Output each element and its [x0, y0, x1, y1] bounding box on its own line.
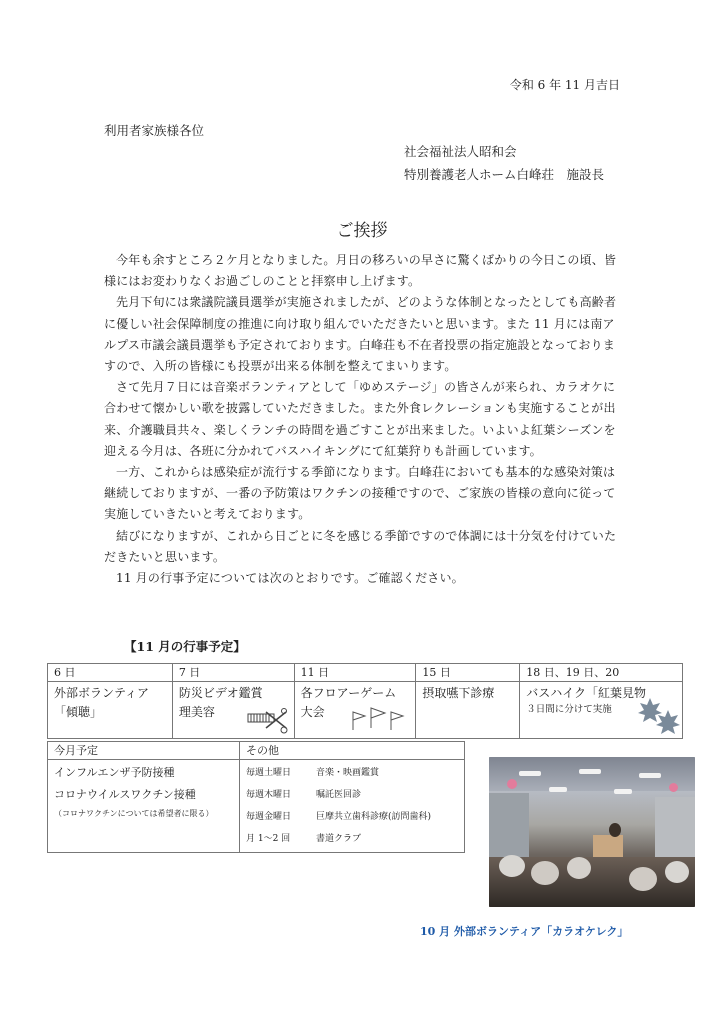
- event-cell: [172, 682, 294, 739]
- event-detail-row: [48, 682, 683, 739]
- paragraph: 一方、これからは感染症が流行する季節になります。白峰荘においても基本的な感染対策は継続しておりますが、一番の予防策はワクチンの接種ですので、ご家族の皆様の意向に従って実施していきたいと考えております。: [104, 465, 616, 522]
- other-activity: 巨摩共立歯科診療(訪問歯科): [316, 812, 432, 822]
- letter-date: 令和 6 年 11 月吉日: [509, 78, 620, 92]
- event-date: 6 日: [48, 664, 173, 682]
- sender-title: 特別養護老人ホーム白峰荘 施設長: [404, 167, 605, 182]
- monthly-note: （コロナワクチンについては希望者に限る）: [54, 809, 214, 818]
- monthly-cell: [48, 760, 240, 853]
- schedule-heading: 【11 月の行事予定】: [124, 639, 246, 654]
- event-schedule-table: [47, 663, 683, 739]
- event-date: 15 日: [416, 664, 520, 682]
- event-subtitle: 大会: [300, 705, 325, 719]
- monthly-item: コロナウイルスワクチン接種: [54, 788, 196, 801]
- event-note: ３日間に分けて実施: [526, 704, 612, 715]
- other-day: 毎週土曜日: [246, 768, 292, 778]
- pennant-flags-icon: [349, 706, 407, 732]
- karaoke-event-photo: [489, 757, 695, 907]
- other-activity: 音楽・映画鑑賞: [316, 768, 380, 778]
- event-date: 18 日、19 日、20: [520, 664, 683, 682]
- other-row: [246, 784, 458, 806]
- other-header: その他: [240, 742, 465, 760]
- other-day: 毎週金曜日: [246, 812, 292, 822]
- scissors-comb-icon: [246, 708, 290, 734]
- paragraph: さて先月７日には音楽ボランティアとして「ゆめステージ」の皆さんが来られ、カラオケに合わせて懐かしい歌を披露していただきました。また外食レクレーションも実施することが出来、介護職員共々、楽しくランチの時間を過ごすことが出来ました。いよいよ紅葉シーズンを迎える今月は、各班に分かれてバスハイキングにて紅葉狩りも計画しています。: [104, 380, 616, 458]
- event-title: 各フロアーゲーム: [300, 686, 397, 700]
- event-title: バスハイク「紅葉見物: [526, 686, 646, 700]
- photo-caption: 10 月 外部ボランティア「カラオケレク」: [420, 925, 629, 938]
- other-cell: [240, 760, 465, 853]
- other-row: [246, 806, 458, 828]
- other-activity: 嘱託医回診: [316, 790, 362, 800]
- maple-leaf-icon: [638, 696, 680, 736]
- other-day: 毎週木曜日: [246, 790, 292, 800]
- other-row: [246, 762, 458, 784]
- event-subtitle: 理美容: [178, 705, 215, 719]
- event-cell: [416, 682, 520, 739]
- event-cell: [48, 682, 173, 739]
- paragraph: 11 月の行事予定については次のとおりです。ご確認ください。: [116, 571, 464, 586]
- event-title: 防災ビデオ鑑賞: [178, 686, 263, 700]
- event-title: 摂取嚥下診療: [422, 686, 495, 700]
- other-day: 月 1～2 回: [246, 834, 291, 844]
- monthly-item: インフルエンザ予防接種: [54, 766, 175, 779]
- letter-title: ご挨拶: [336, 221, 388, 241]
- paragraph: 今年も余すところ２ケ月となりました。月日の移ろいの早さに驚くばかりの今日この頃、皆様にはお変わりなくお過ごしのことと拝察申し上げます。: [104, 253, 617, 289]
- paragraph: 結びになりますが、これから日ごとに冬を感じる季節ですので体調には十分気を付けていただきたいと思います。: [104, 528, 617, 564]
- sender-organization: 社会福祉法人昭和会: [404, 144, 517, 159]
- event-date-row: [48, 664, 683, 682]
- monthly-plan-table: [47, 741, 465, 853]
- event-cell: [294, 682, 416, 739]
- other-row: [246, 828, 458, 850]
- letter-body: [104, 250, 622, 589]
- other-activity: 書道クラブ: [316, 834, 362, 844]
- event-date: 11 日: [294, 664, 416, 682]
- event-subtitle: 「傾聴」: [54, 705, 103, 719]
- event-title: 外部ボランティア: [54, 686, 150, 700]
- monthly-header: 今月予定: [48, 742, 240, 760]
- event-cell: [520, 682, 683, 739]
- paragraph: 先月下旬には衆議院議員選挙が実施されましたが、どのような体制となったとしても高齢者に優しい社会保障制度の推進に向け取り組んでいただきたいと思います。また 11 月には南アルプス市議会議員選挙も予定されております。白峰荘も不在者投票の指定施設となっておりますので、入所の皆様にも投票が出来る体制を整えてまいります。: [104, 295, 617, 374]
- recipient-line: 利用者家族様各位: [104, 123, 205, 138]
- event-date: 7 日: [172, 664, 294, 682]
